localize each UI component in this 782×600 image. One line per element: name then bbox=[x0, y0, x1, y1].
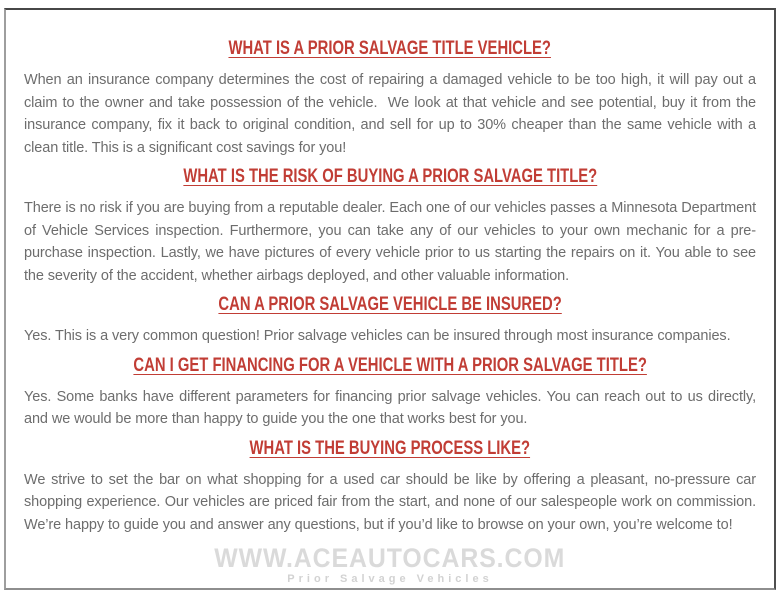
faq-question-text: CAN A PRIOR SALVAGE VEHICLE BE INSURED? bbox=[218, 294, 562, 315]
faq-question-heading bbox=[16, 437, 764, 459]
dealer-watermark bbox=[16, 545, 764, 586]
faq-answer-text: Yes. This is a very common question! Prior salvage vehicles can be insured through most insurance companies. bbox=[24, 328, 731, 344]
faq-answer-text: There is no risk if you are buying from a reputable dealer. Each one of our vehicles passes a Minnesota Department of Vehicle Services inspection. Furthermore, you can take any of our vehicles to your own mechanic for a pre-purchase inspection. Lastly, we have pictures of every vehicle prior to us starting the repairs on it. You able to see the severity of the accident, whether airbags deployed, and other valuable information. bbox=[24, 200, 760, 284]
page-border-frame bbox=[4, 8, 776, 590]
faq-question-heading bbox=[16, 354, 764, 376]
faq-question-text: CAN I GET FINANCING FOR A VEHICLE WITH A PRIOR SALVAGE TITLE? bbox=[133, 354, 647, 376]
faq-question-text: WHAT IS THE RISK OF BUYING A PRIOR SALVAGE TITLE? bbox=[183, 166, 597, 187]
faq-section-insurance bbox=[16, 296, 764, 348]
faq-question-text: WHAT IS A PRIOR SALVAGE TITLE VEHICLE? bbox=[228, 38, 552, 59]
faq-question-heading bbox=[16, 40, 764, 57]
faq-answer-text: Yes. Some banks have different parameters for financing prior salvage vehicles. You can reach out to us directly, and we would be more than happy to guide you the one that works best for you. bbox=[24, 388, 760, 427]
faq-section-risk-of-buying bbox=[16, 168, 764, 287]
faq-section-financing bbox=[16, 354, 764, 431]
faq-section-prior-salvage-title bbox=[16, 40, 764, 159]
faq-answer-text: When an insurance company determines the cost of repairing a damaged vehicle to be too high, it will pay out a claim to the owner and take possession of the vehicle. We look at that vehicle and see potential, buy it from the insurance company, fix it back to original condition, and sell for up to 30% cheaper than the same vehicle with a clean title. This is a significant cost savings for you! bbox=[24, 72, 760, 156]
faq-answer-text: We strive to set the bar on what shopping for a used car should be like by offering a pleasant, no-pressure car shopping experience. Our vehicles are priced fair from the start, and none of our salespeople work on commission. We’re happy to guide you and answer any questions, but if you’d like to browse on your own, you’re welcome to! bbox=[24, 471, 760, 533]
faq-question-heading bbox=[16, 296, 764, 313]
faq-question-text: WHAT IS THE BUYING PROCESS LIKE? bbox=[249, 437, 531, 459]
faq-section-buying-process bbox=[16, 437, 764, 537]
watermark-tagline-text: Prior Salvage Vehicles bbox=[287, 573, 493, 585]
watermark-website-text: WWW.ACEAUTOCARS.COM bbox=[214, 543, 566, 573]
faq-question-heading bbox=[16, 168, 764, 185]
